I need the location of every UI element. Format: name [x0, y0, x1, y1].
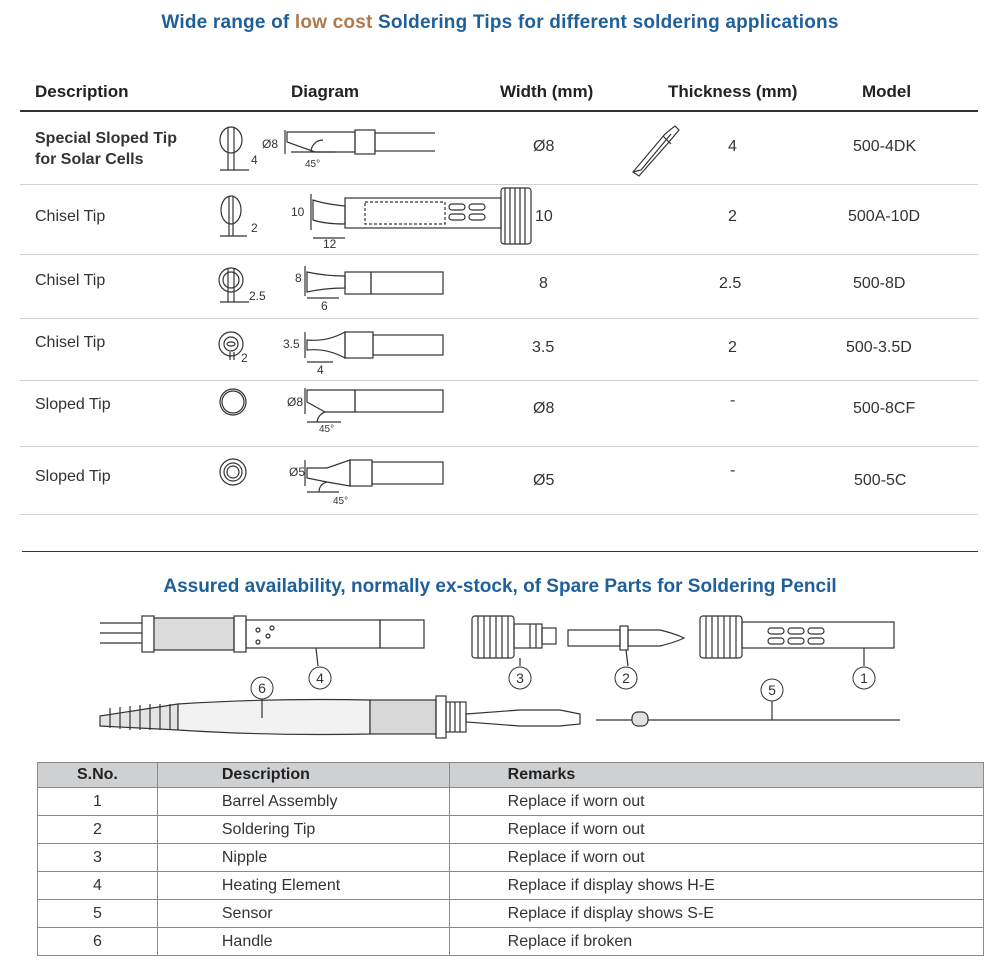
- part-sno: 1: [38, 788, 158, 816]
- part-description: Soldering Tip: [157, 816, 449, 844]
- svg-text:4: 4: [316, 670, 324, 686]
- table-row: [38, 844, 984, 872]
- header-diagram: Diagram: [291, 82, 360, 101]
- tip-width: Ø8: [533, 400, 555, 417]
- tip-diagram: [215, 254, 445, 318]
- tip-row: [20, 254, 978, 319]
- svg-text:3: 3: [516, 670, 524, 686]
- tip-width: 10: [535, 208, 553, 225]
- tip-diagram: [215, 184, 535, 254]
- tip-dim: 3.5: [283, 337, 300, 351]
- tip-row: [20, 112, 978, 185]
- tip-width: 8: [539, 275, 548, 292]
- part-sno: 2: [38, 816, 158, 844]
- tip-row: [20, 380, 978, 447]
- table-row: [38, 928, 984, 956]
- table-row: [38, 788, 984, 816]
- tip-model: 500-4DK: [853, 138, 917, 155]
- header-part-description: Description: [157, 763, 449, 788]
- tip-diagram: [215, 112, 435, 184]
- header-description: Description: [35, 82, 129, 101]
- tip-desc-line1: Special Sloped Tip: [35, 130, 177, 147]
- section-divider: [22, 551, 978, 552]
- tip-description: Chisel Tip: [35, 272, 106, 289]
- spare-parts-diagram: [0, 606, 1000, 756]
- svg-text:5: 5: [768, 682, 776, 698]
- part-description: Sensor: [157, 900, 449, 928]
- title-accent: low cost: [294, 12, 373, 33]
- callout-3: [509, 667, 531, 689]
- tip-dim: 12: [323, 237, 337, 251]
- tip-diagram: [215, 318, 445, 380]
- header-width: Width (mm): [500, 82, 594, 101]
- tip-description: Sloped Tip: [35, 468, 111, 485]
- tip-dim: 45°: [333, 496, 349, 507]
- svg-text:6: 6: [258, 680, 266, 696]
- header-sno: S.No.: [38, 763, 158, 788]
- header-remarks: Remarks: [449, 763, 983, 788]
- tip-thickness: 2.5: [719, 275, 742, 292]
- tip-description: Chisel Tip: [35, 334, 106, 351]
- tips-header: [20, 72, 978, 112]
- part-description: Nipple: [157, 844, 449, 872]
- tip-dim: 4: [317, 363, 324, 377]
- tip-model: 500-3.5D: [846, 339, 912, 356]
- callout-5: [761, 679, 783, 701]
- tip-width: Ø5: [533, 472, 555, 489]
- tip-row: [20, 184, 978, 255]
- svg-text:1: 1: [860, 670, 868, 686]
- tip-dim: 2: [251, 221, 258, 235]
- part-remarks: Replace if worn out: [449, 816, 983, 844]
- tip-diagram: [215, 380, 445, 446]
- header-thickness: Thickness (mm): [668, 82, 798, 101]
- spare-parts-table: [37, 762, 984, 956]
- tip-dim: 2: [241, 351, 248, 365]
- tip-dim: Ø5: [289, 465, 306, 479]
- part-description: Heating Element: [157, 872, 449, 900]
- part-remarks: Replace if broken: [449, 928, 983, 956]
- tip-desc-line2: for Solar Cells: [35, 151, 144, 168]
- title-part-2: Soldering Tips for different soldering applications: [372, 12, 839, 33]
- tip-dim: Ø8: [287, 395, 304, 409]
- part-sno: 4: [38, 872, 158, 900]
- tip-dim: 2.5: [249, 289, 266, 303]
- sloped-tip-icon: [625, 120, 685, 180]
- tip-dim: 45°: [319, 424, 335, 435]
- part-sno: 3: [38, 844, 158, 872]
- page-title: [0, 12, 1000, 34]
- tip-width: 3.5: [532, 339, 555, 356]
- table-row: [38, 872, 984, 900]
- tip-dim: 6: [321, 299, 328, 313]
- tip-thickness: -: [730, 392, 736, 409]
- svg-text:2: 2: [622, 670, 630, 686]
- tip-dim: 10: [291, 205, 305, 219]
- callout-4: [309, 667, 331, 689]
- tip-thickness: 2: [728, 208, 737, 225]
- tip-model: 500-5C: [854, 472, 907, 489]
- tip-row: [20, 318, 978, 381]
- part-sno: 5: [38, 900, 158, 928]
- table-row: [38, 816, 984, 844]
- tip-diagram: [215, 446, 445, 514]
- part-description: Handle: [157, 928, 449, 956]
- callout-2: [615, 667, 637, 689]
- tip-model: 500A-10D: [848, 208, 921, 225]
- tip-width: Ø8: [533, 138, 555, 155]
- tip-dim: 45°: [305, 159, 321, 170]
- tip-thickness: 4: [728, 138, 737, 155]
- callout-1: [853, 667, 875, 689]
- tip-thickness: -: [730, 462, 736, 479]
- tip-model: 500-8CF: [853, 400, 916, 417]
- title-part-1: Wide range of: [161, 12, 295, 33]
- tip-description: Chisel Tip: [35, 208, 106, 225]
- part-description: Barrel Assembly: [157, 788, 449, 816]
- part-sno: 6: [38, 928, 158, 956]
- part-remarks: Replace if display shows S-E: [449, 900, 983, 928]
- tip-dim: 4: [251, 153, 258, 167]
- tip-thickness: 2: [728, 339, 737, 356]
- header-model: Model: [862, 82, 912, 101]
- tip-description: [35, 128, 177, 170]
- part-remarks: Replace if worn out: [449, 844, 983, 872]
- part-remarks: Replace if display shows H-E: [449, 872, 983, 900]
- tip-dim: Ø8: [262, 137, 279, 151]
- tip-row: [20, 446, 978, 515]
- callout-6: [251, 677, 273, 699]
- part-remarks: Replace if worn out: [449, 788, 983, 816]
- tip-model: 500-8D: [853, 275, 906, 292]
- tip-dim: 8: [295, 271, 302, 285]
- table-header-row: [38, 763, 984, 788]
- spare-parts-title: Assured availability, normally ex-stock, of Spare Parts for Soldering Pencil: [163, 576, 837, 597]
- tip-description: Sloped Tip: [35, 396, 111, 413]
- table-row: [38, 900, 984, 928]
